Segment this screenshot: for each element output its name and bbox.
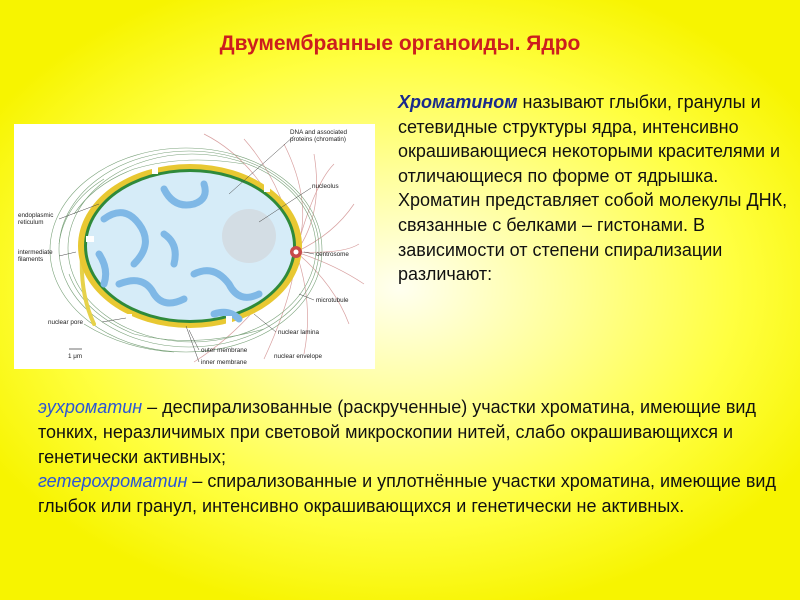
label-if-1: intermediate xyxy=(18,249,53,256)
euchromatin-definition xyxy=(38,395,778,469)
nucleus-diagram-svg xyxy=(14,124,375,369)
nucleus-diagram xyxy=(14,124,375,369)
label-if-2: filaments xyxy=(18,256,44,263)
label-nuclear-lamina: nuclear lamina xyxy=(278,329,319,336)
label-scale: 1 μm xyxy=(68,353,83,360)
label-dna-2: proteins (chromatin) xyxy=(290,136,346,143)
heterochromatin-text: – спирализованные и уплотнённые участки хроматина, имеющие вид глыбок или гранул, интенсивно окрашивающихся и генетически не активных. xyxy=(38,471,776,517)
heterochromatin-term: гетерохроматин xyxy=(38,471,188,492)
chromatin-intro-text: называют глыбки, гранулы и сетевидные структуры ядра, интенсивно окрашивающиеся некоторыми красителями и отличающиеся по форме от ядрышка. Хроматин представляет собой молекулы ДНК, связанные с белками – гистонами. В зависимости от степени спирализации различают: xyxy=(398,92,788,285)
label-er-2: reticulum xyxy=(18,219,44,226)
label-nuclear-envelope: nuclear envelope xyxy=(274,353,322,360)
label-dna-1: DNA and associated xyxy=(290,129,348,136)
chromatin-term: Хроматином xyxy=(398,92,518,112)
euchromatin-term: эухроматин xyxy=(38,397,143,417)
euchromatin-text: – деспирализованные (раскрученные) участки хроматина, имеющие вид тонких, неразличимых при световой микроскопии нитей, слабо окрашивающихся и генетически активных; xyxy=(38,397,756,467)
label-inner-membrane: inner membrane xyxy=(201,359,247,366)
chromatin-intro-paragraph xyxy=(398,90,790,287)
slide-title: Двумембранные органоиды. Ядро xyxy=(219,32,581,55)
label-centrosome: centrosome xyxy=(316,251,349,258)
label-nuclear-pore: nuclear pore xyxy=(48,319,84,326)
chromatin-types xyxy=(38,395,778,519)
label-nucleolus: nucleolus xyxy=(312,183,339,190)
nucleolus xyxy=(222,209,276,263)
heterochromatin-definition xyxy=(38,469,778,519)
label-microtubule: microtubule xyxy=(316,297,349,304)
label-er-1: endoplasmic xyxy=(18,212,54,219)
label-outer-membrane: outer membrane xyxy=(201,347,248,354)
